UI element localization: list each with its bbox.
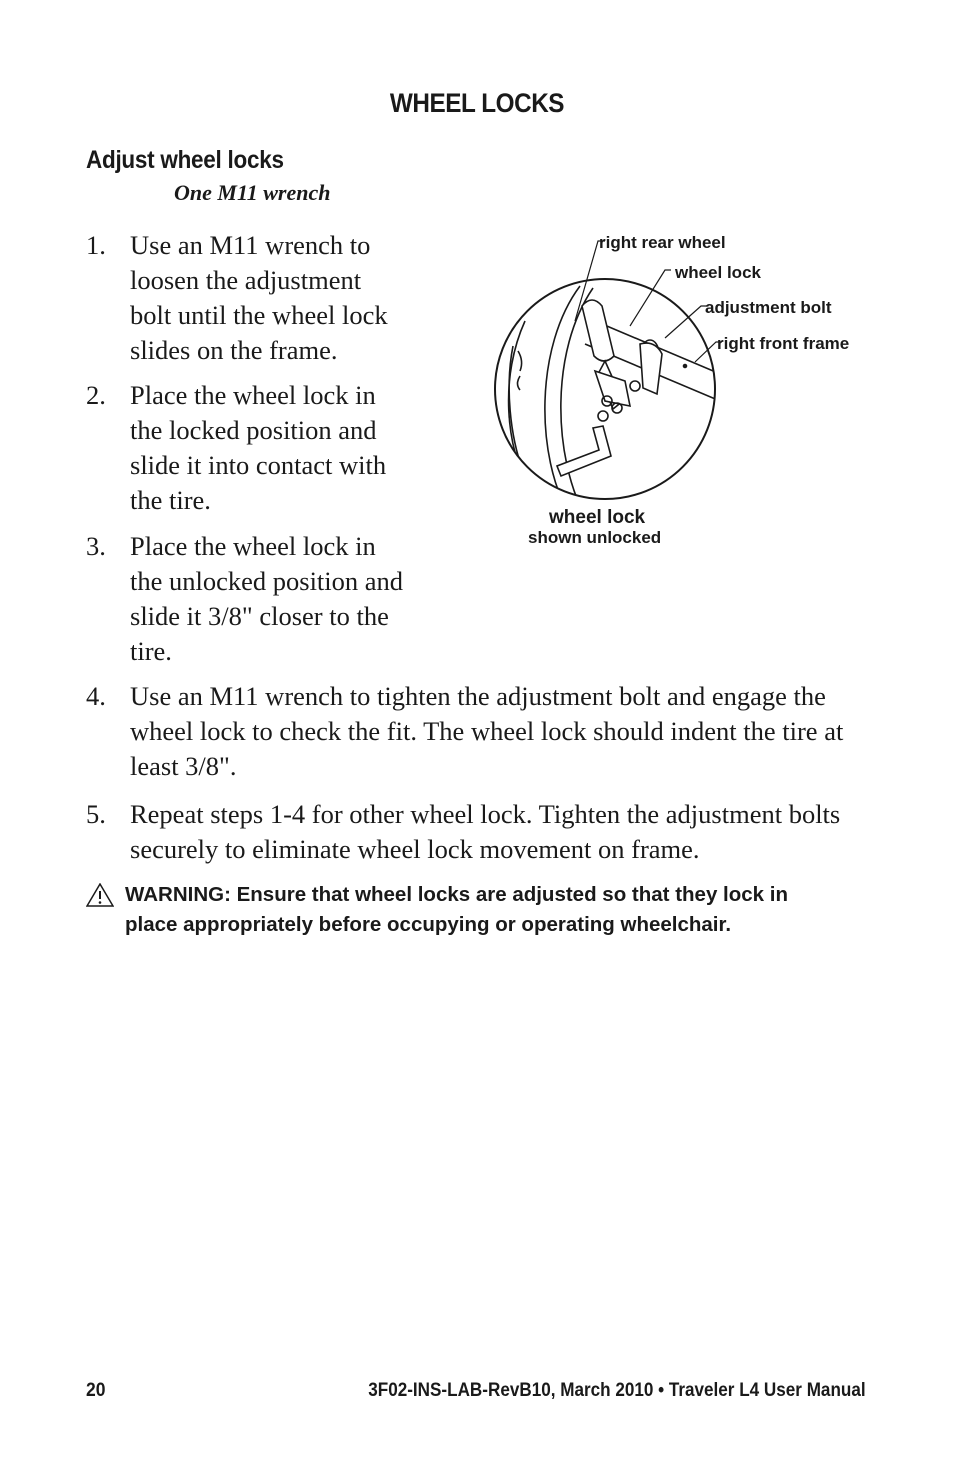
step-text: Place the wheel lock in the unlocked position and slide it 3/8" closer to the tire. (130, 531, 404, 666)
figure-caption-subtitle: shown unlocked (528, 528, 662, 547)
figure-caption-title: wheel lock (549, 507, 646, 528)
label-right-front-frame: right front frame (717, 334, 850, 353)
tool-requirement: One M11 wrench (174, 180, 331, 205)
step-number: 1. (86, 230, 106, 260)
step-text: Repeat steps 1-4 for other wheel lock. Tighten the adjustment bolts securely to eliminate wheel lock movement on frame. (130, 799, 841, 864)
label-adjustment-bolt: adjustment bolt (705, 298, 832, 317)
step-number: 3. (86, 531, 106, 561)
step-number: 2. (86, 380, 106, 410)
page-title: WHEEL LOCKS (389, 88, 565, 118)
footer-doc-info: 3F02-INS-LAB-RevB10, March 2010 • Traveler L4 User Manual (368, 1380, 866, 1401)
wheel-lock-figure (485, 226, 885, 556)
label-wheel-lock: wheel lock (675, 263, 761, 282)
warning-block (86, 880, 846, 940)
warning-text: WARNING: Ensure that wheel locks are adjusted so that they lock in place appropriately before occupying or operating wheelchair. (125, 883, 788, 936)
step-number: 5. (86, 799, 106, 829)
section-heading: Adjust wheel locks (86, 146, 284, 174)
page-number: 20 (86, 1380, 106, 1401)
warning-triangle-icon (86, 883, 114, 907)
label-right-rear-wheel: right rear wheel (599, 233, 726, 252)
step-text: Use an M11 wrench to loosen the adjustment bolt until the wheel lock slides on the frame. (130, 230, 388, 365)
step-number: 4. (86, 681, 106, 711)
step-text: Use an M11 wrench to tighten the adjustment bolt and engage the wheel lock to check the fit. The wheel lock should indent the tire at least 3/8". (130, 681, 844, 781)
step-text: Place the wheel lock in the locked position and slide it into contact with the tire. (130, 380, 387, 515)
